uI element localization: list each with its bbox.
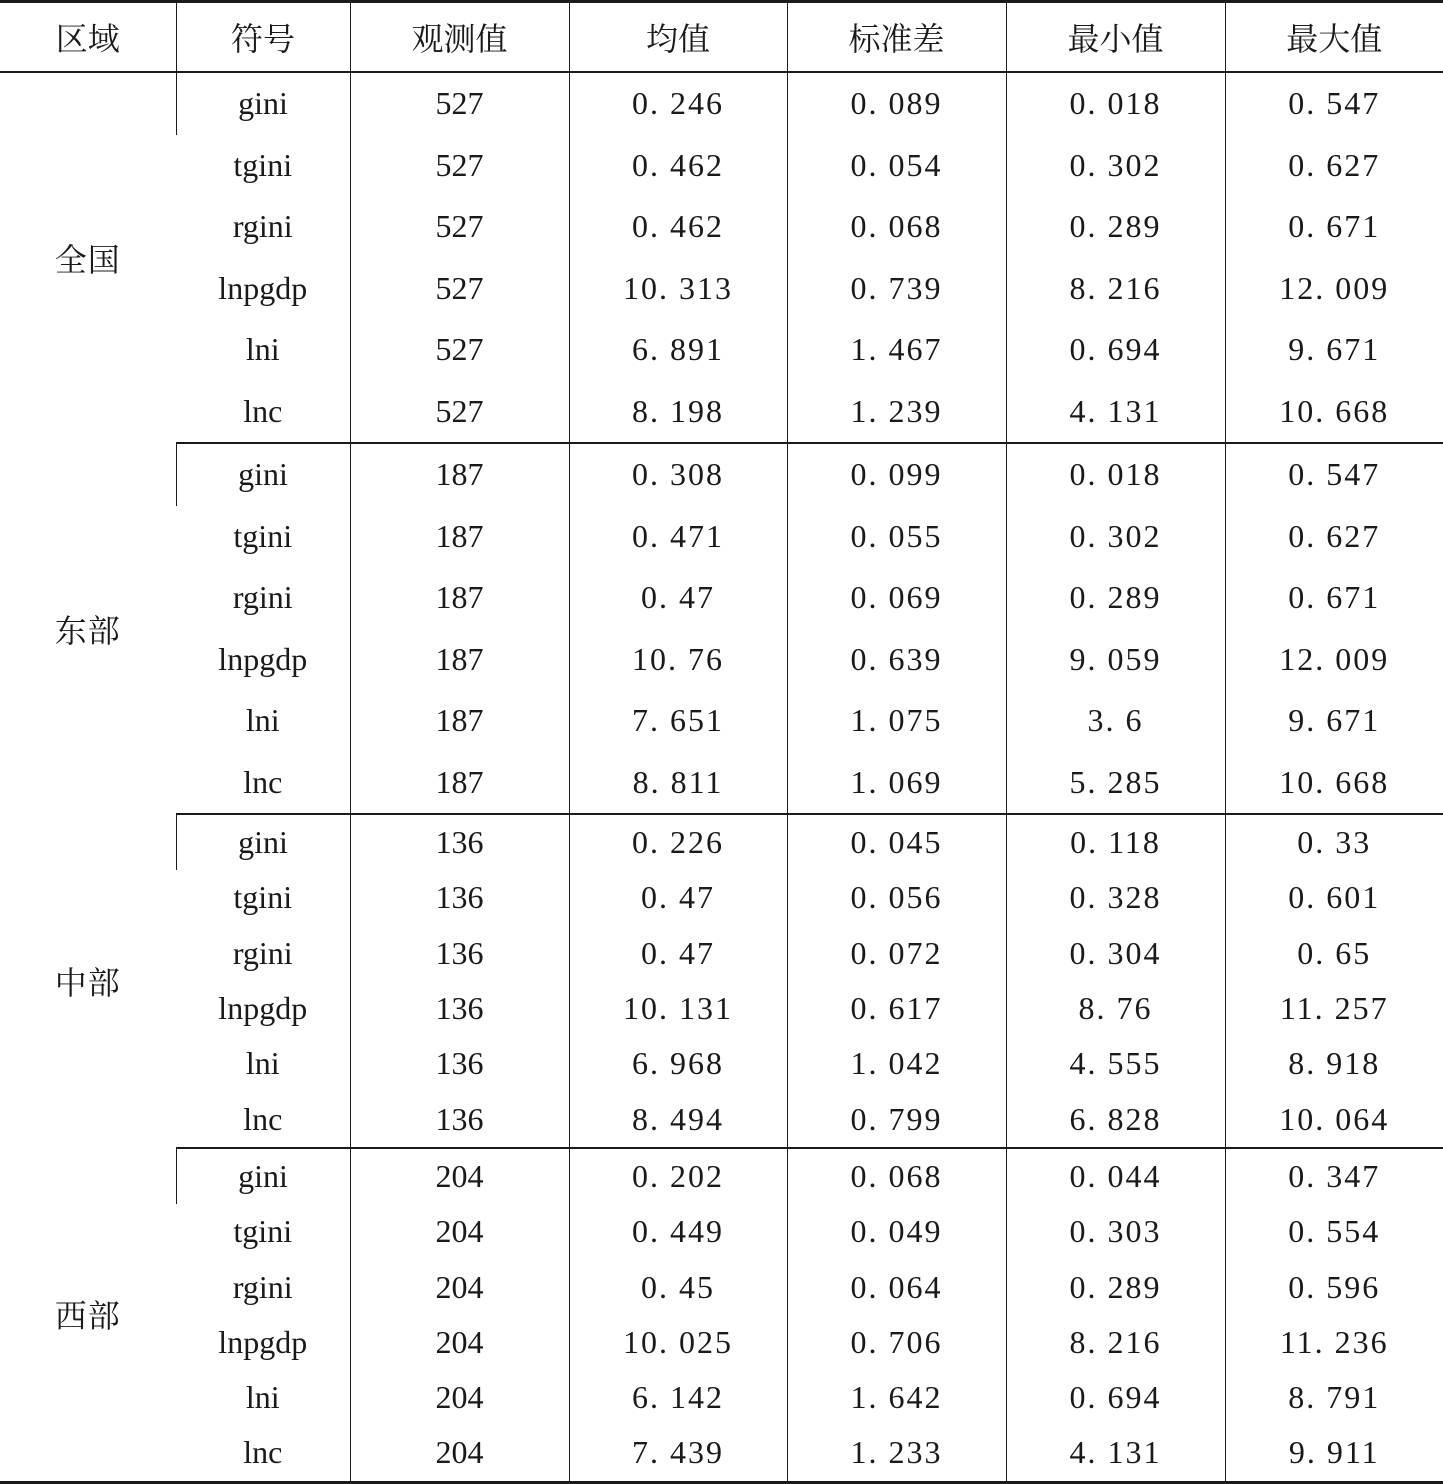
- max-cell: 0. 33: [1225, 814, 1443, 870]
- observations-cell: 204: [350, 1370, 569, 1425]
- table-row: [0, 1259, 1443, 1314]
- std-dev-cell: 0. 706: [787, 1315, 1006, 1370]
- region-cell: 全国: [54, 242, 121, 278]
- min-cell: 4. 555: [1006, 1036, 1225, 1091]
- min-cell: 0. 289: [1006, 567, 1225, 629]
- symbol-cell: lnc: [176, 752, 350, 815]
- table-row: [0, 1315, 1443, 1370]
- std-dev-cell: 0. 069: [787, 567, 1006, 629]
- table-row: [0, 135, 1443, 197]
- observations-cell: 527: [350, 258, 569, 320]
- std-dev-cell: 1. 642: [787, 1370, 1006, 1425]
- observations-cell: 187: [350, 690, 569, 752]
- observations-cell: 187: [350, 506, 569, 568]
- symbol-cell: lnpgdp: [218, 990, 308, 1027]
- std-dev-cell: 0. 617: [787, 981, 1006, 1036]
- observations-cell: 187: [350, 752, 569, 815]
- max-cell: 9. 671: [1225, 319, 1443, 381]
- min-cell: 0. 018: [1006, 72, 1225, 135]
- max-cell: 0. 671: [1225, 196, 1443, 258]
- symbol-cell: gini: [176, 1148, 350, 1204]
- min-cell: 0. 289: [1006, 196, 1225, 258]
- std-dev-cell: 0. 045: [787, 814, 1006, 870]
- header-max: 最大值: [1225, 2, 1443, 73]
- observations-cell: 136: [350, 870, 569, 925]
- max-cell: 12. 009: [1225, 258, 1443, 320]
- mean-cell: 0. 462: [569, 135, 787, 197]
- observations-cell: 187: [350, 567, 569, 629]
- observations-cell: 187: [350, 629, 569, 691]
- region-cell: 中部: [54, 964, 121, 1001]
- min-cell: 4. 131: [1006, 381, 1225, 444]
- group-central: [0, 814, 1443, 1148]
- mean-cell: 8. 198: [569, 381, 787, 444]
- max-cell: 11. 236: [1225, 1315, 1443, 1370]
- mean-cell: 8. 811: [569, 752, 787, 815]
- symbol-cell: rgini: [232, 579, 293, 616]
- max-cell: 0. 596: [1225, 1259, 1443, 1314]
- std-dev-cell: 0. 072: [787, 926, 1006, 981]
- table-row: [0, 690, 1443, 752]
- std-dev-cell: 0. 068: [787, 1148, 1006, 1204]
- min-cell: 0. 302: [1006, 135, 1225, 197]
- region-cell: 西部: [54, 1298, 121, 1335]
- table-row: [0, 752, 1443, 815]
- symbol-cell: rgini: [232, 934, 293, 971]
- min-cell: 0. 289: [1006, 1259, 1225, 1314]
- observations-cell: 204: [350, 1204, 569, 1259]
- header-std-dev: 标准差: [787, 2, 1006, 73]
- std-dev-cell: 0. 089: [787, 72, 1006, 135]
- table-row: [0, 926, 1443, 981]
- std-dev-cell: 1. 467: [787, 319, 1006, 381]
- min-cell: 0. 118: [1006, 814, 1225, 870]
- mean-cell: 6. 142: [569, 1370, 787, 1425]
- std-dev-cell: 0. 054: [787, 135, 1006, 197]
- symbol-cell: gini: [176, 72, 350, 135]
- symbol-cell: lnc: [243, 1434, 283, 1471]
- symbol-cell: gini: [176, 814, 350, 870]
- mean-cell: 0. 226: [569, 814, 787, 870]
- header-observations: 观测值: [350, 2, 569, 73]
- group-national: [0, 72, 1443, 443]
- min-cell: 0. 328: [1006, 870, 1225, 925]
- observations-cell: 136: [350, 926, 569, 981]
- observations-cell: 136: [350, 1036, 569, 1091]
- table-row: [0, 629, 1443, 691]
- max-cell: 0. 347: [1225, 1148, 1443, 1204]
- max-cell: 10. 064: [1225, 1091, 1443, 1147]
- symbol-cell: tgini: [233, 1213, 293, 1250]
- std-dev-cell: 0. 056: [787, 870, 1006, 925]
- std-dev-cell: 0. 099: [787, 443, 1006, 506]
- observations-cell: 204: [350, 1259, 569, 1314]
- max-cell: 9. 671: [1225, 690, 1443, 752]
- std-dev-cell: 1. 075: [787, 690, 1006, 752]
- min-cell: 9. 059: [1006, 629, 1225, 691]
- group-east: [0, 443, 1443, 814]
- max-cell: 9. 911: [1225, 1425, 1443, 1482]
- table-row: [0, 443, 1443, 506]
- table-row: [0, 1091, 1443, 1147]
- max-cell: 0. 671: [1225, 567, 1443, 629]
- symbol-cell: lni: [245, 702, 280, 739]
- std-dev-cell: 0. 064: [787, 1259, 1006, 1314]
- symbol-cell: tgini: [233, 879, 293, 916]
- header-row: [0, 2, 1443, 73]
- mean-cell: 0. 45: [569, 1259, 787, 1314]
- mean-cell: 10. 313: [569, 258, 787, 320]
- symbol-cell: lnc: [176, 1091, 350, 1147]
- region-cell: 东部: [54, 612, 121, 649]
- table-row: [0, 1148, 1443, 1204]
- symbol-cell: lni: [245, 1379, 280, 1416]
- table-row: [0, 258, 1443, 320]
- max-cell: 11. 257: [1225, 981, 1443, 1036]
- mean-cell: 0. 246: [569, 72, 787, 135]
- table-row: [0, 381, 1443, 444]
- mean-cell: 8. 494: [569, 1091, 787, 1147]
- mean-cell: 0. 462: [569, 196, 787, 258]
- max-cell: 10. 668: [1225, 752, 1443, 815]
- header-mean: 均值: [569, 2, 787, 73]
- header-region: 区域: [0, 2, 176, 73]
- max-cell: 10. 668: [1225, 381, 1443, 444]
- max-cell: 0. 65: [1225, 926, 1443, 981]
- symbol-cell: lni: [245, 331, 280, 368]
- mean-cell: 10. 76: [569, 629, 787, 691]
- observations-cell: 187: [350, 443, 569, 506]
- std-dev-cell: 0. 639: [787, 629, 1006, 691]
- symbol-cell: rgini: [232, 208, 293, 245]
- min-cell: 0. 018: [1006, 443, 1225, 506]
- symbol-cell: lnpgdp: [218, 1323, 308, 1360]
- symbol-cell: lni: [245, 1045, 280, 1082]
- min-cell: 0. 044: [1006, 1148, 1225, 1204]
- observations-cell: 204: [350, 1425, 569, 1482]
- mean-cell: 6. 968: [569, 1036, 787, 1091]
- table-row: [0, 567, 1443, 629]
- std-dev-cell: 1. 233: [787, 1425, 1006, 1482]
- header-min: 最小值: [1006, 2, 1225, 73]
- min-cell: 4. 131: [1006, 1425, 1225, 1482]
- table-row: [0, 319, 1443, 381]
- mean-cell: 0. 449: [569, 1204, 787, 1259]
- max-cell: 0. 627: [1225, 506, 1443, 568]
- min-cell: 0. 304: [1006, 926, 1225, 981]
- table-row: [0, 1204, 1443, 1259]
- observations-cell: 136: [350, 1091, 569, 1147]
- min-cell: 3. 6: [1006, 690, 1225, 752]
- observations-cell: 136: [350, 981, 569, 1036]
- table-row: [0, 814, 1443, 870]
- symbol-cell: gini: [176, 443, 350, 506]
- table-row: [0, 506, 1443, 568]
- mean-cell: 10. 131: [569, 981, 787, 1036]
- mean-cell: 0. 47: [569, 567, 787, 629]
- observations-cell: 527: [350, 135, 569, 197]
- min-cell: 5. 285: [1006, 752, 1225, 815]
- symbol-cell: lnc: [176, 381, 350, 444]
- mean-cell: 0. 471: [569, 506, 787, 568]
- max-cell: 0. 547: [1225, 72, 1443, 135]
- min-cell: 0. 302: [1006, 506, 1225, 568]
- max-cell: 12. 009: [1225, 629, 1443, 691]
- std-dev-cell: 1. 042: [787, 1036, 1006, 1091]
- min-cell: 0. 694: [1006, 319, 1225, 381]
- max-cell: 0. 547: [1225, 443, 1443, 506]
- min-cell: 8. 216: [1006, 258, 1225, 320]
- table-row: [0, 981, 1443, 1036]
- observations-cell: 527: [350, 381, 569, 444]
- table-row: [0, 870, 1443, 925]
- table-row: [0, 72, 1443, 135]
- observations-cell: 527: [350, 319, 569, 381]
- std-dev-cell: 0. 739: [787, 258, 1006, 320]
- std-dev-cell: 0. 049: [787, 1204, 1006, 1259]
- mean-cell: 0. 47: [569, 870, 787, 925]
- min-cell: 8. 76: [1006, 981, 1225, 1036]
- table-row: [0, 1036, 1443, 1091]
- table-row: [0, 1370, 1443, 1425]
- observations-cell: 527: [350, 72, 569, 135]
- std-dev-cell: 1. 239: [787, 381, 1006, 444]
- std-dev-cell: 1. 069: [787, 752, 1006, 815]
- std-dev-cell: 0. 068: [787, 196, 1006, 258]
- max-cell: 0. 554: [1225, 1204, 1443, 1259]
- table-row: [0, 196, 1443, 258]
- mean-cell: 7. 439: [569, 1425, 787, 1482]
- symbol-cell: tgini: [233, 146, 293, 183]
- header-symbol: 符号: [176, 2, 350, 73]
- symbol-cell: rgini: [232, 1268, 293, 1305]
- mean-cell: 10. 025: [569, 1315, 787, 1370]
- min-cell: 0. 694: [1006, 1370, 1225, 1425]
- min-cell: 8. 216: [1006, 1315, 1225, 1370]
- mean-cell: 0. 47: [569, 926, 787, 981]
- max-cell: 8. 918: [1225, 1036, 1443, 1091]
- max-cell: 0. 627: [1225, 135, 1443, 197]
- table-header: [0, 2, 1443, 73]
- observations-cell: 204: [350, 1148, 569, 1204]
- std-dev-cell: 0. 055: [787, 506, 1006, 568]
- observations-cell: 527: [350, 196, 569, 258]
- std-dev-cell: 0. 799: [787, 1091, 1006, 1147]
- table-row: [0, 1425, 1443, 1482]
- max-cell: 8. 791: [1225, 1370, 1443, 1425]
- symbol-cell: lnpgdp: [218, 269, 308, 306]
- mean-cell: 0. 308: [569, 443, 787, 506]
- mean-cell: 0. 202: [569, 1148, 787, 1204]
- group-west: [0, 1148, 1443, 1482]
- min-cell: 0. 303: [1006, 1204, 1225, 1259]
- max-cell: 0. 601: [1225, 870, 1443, 925]
- observations-cell: 136: [350, 814, 569, 870]
- observations-cell: 204: [350, 1315, 569, 1370]
- min-cell: 6. 828: [1006, 1091, 1225, 1147]
- symbol-cell: lnpgdp: [218, 640, 308, 677]
- mean-cell: 7. 651: [569, 690, 787, 752]
- symbol-cell: tgini: [233, 517, 293, 554]
- mean-cell: 6. 891: [569, 319, 787, 381]
